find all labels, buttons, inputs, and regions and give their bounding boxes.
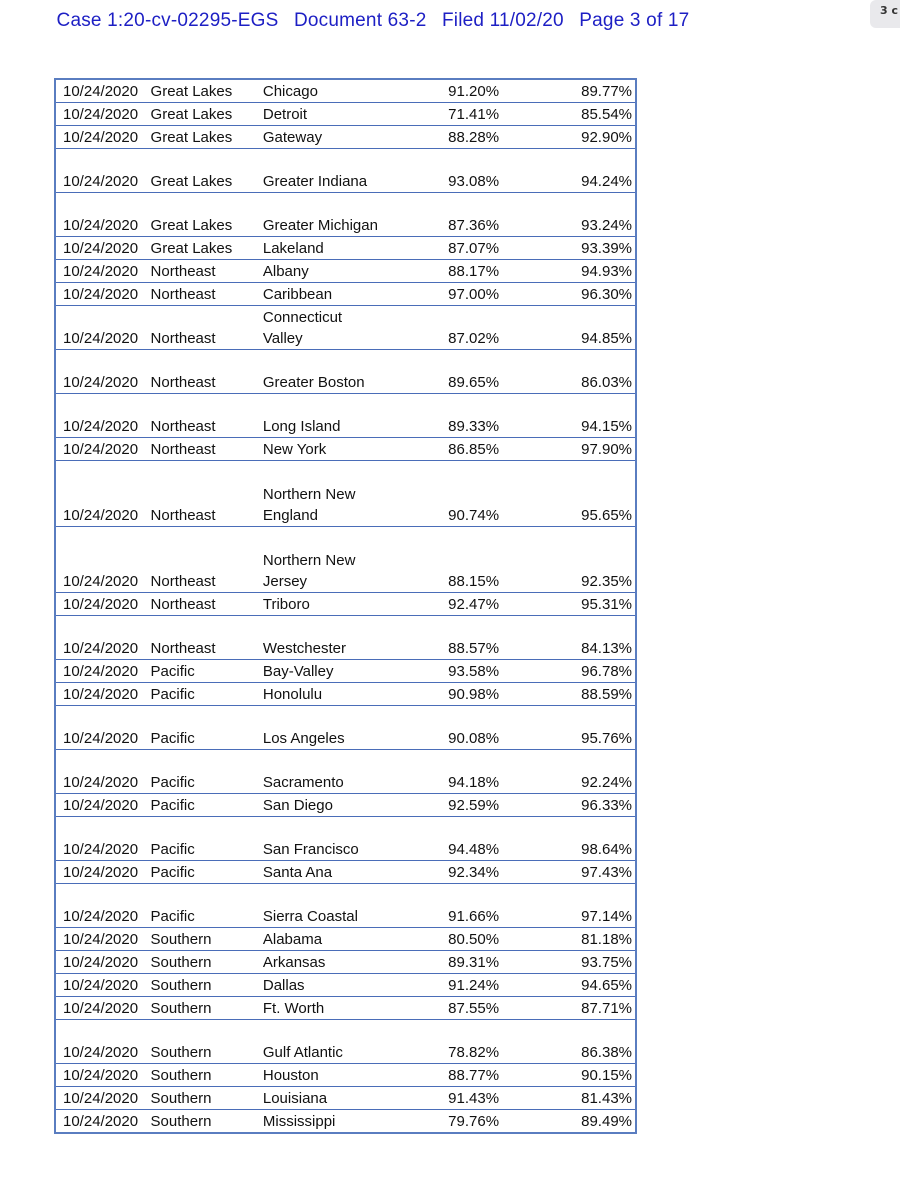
region-cell: Southern (151, 928, 260, 951)
percent-cell-2: 86.03% (499, 350, 636, 394)
region-cell: Northeast (151, 438, 260, 461)
region-cell: Southern (151, 1087, 260, 1110)
page-indicator-chip[interactable]: 3 c (870, 0, 900, 28)
percent-cell-2: 93.75% (499, 951, 636, 974)
region-cell: Northeast (151, 593, 260, 616)
date-cell: 10/24/2020 (55, 817, 151, 861)
date-cell: 10/24/2020 (55, 461, 151, 527)
date-cell: 10/24/2020 (55, 593, 151, 616)
district-cell: Detroit (260, 103, 432, 126)
region-cell: Pacific (151, 750, 260, 794)
percent-cell-2: 92.24% (499, 750, 636, 794)
date-cell: 10/24/2020 (55, 394, 151, 438)
percent-cell-1: 91.20% (432, 79, 499, 103)
date-cell: 10/24/2020 (55, 237, 151, 260)
district-cell: Greater Indiana (260, 149, 432, 193)
page-header (0, 10, 896, 32)
percent-cell-1: 89.65% (432, 350, 499, 394)
percent-cell-1: 80.50% (432, 928, 499, 951)
table-row (55, 794, 636, 817)
percent-cell-2: 90.15% (499, 1064, 636, 1087)
region-cell: Northeast (151, 306, 260, 350)
date-cell: 10/24/2020 (55, 103, 151, 126)
region-cell: Southern (151, 1110, 260, 1134)
table-row (55, 974, 636, 997)
percent-cell-2: 94.24% (499, 149, 636, 193)
percent-cell-1: 88.77% (432, 1064, 499, 1087)
date-cell: 10/24/2020 (55, 283, 151, 306)
region-cell: Pacific (151, 861, 260, 884)
date-cell: 10/24/2020 (55, 1110, 151, 1134)
percent-cell-1: 90.08% (432, 706, 499, 750)
date-cell: 10/24/2020 (55, 683, 151, 706)
table-row (55, 750, 636, 794)
percent-cell-2: 87.71% (499, 997, 636, 1020)
region-cell: Northeast (151, 616, 260, 660)
table-row (55, 126, 636, 149)
percent-cell-1: 93.08% (432, 149, 499, 193)
region-cell: Southern (151, 1020, 260, 1064)
date-cell: 10/24/2020 (55, 149, 151, 193)
percent-cell-2: 96.30% (499, 283, 636, 306)
percent-cell-1: 87.55% (432, 997, 499, 1020)
percent-cell-2: 95.31% (499, 593, 636, 616)
percent-cell-2: 97.90% (499, 438, 636, 461)
percent-cell-2: 98.64% (499, 817, 636, 861)
percent-cell-1: 91.66% (432, 884, 499, 928)
district-cell: Santa Ana (260, 861, 432, 884)
percent-cell-2: 86.38% (499, 1020, 636, 1064)
percent-cell-2: 88.59% (499, 683, 636, 706)
percent-cell-1: 92.34% (432, 861, 499, 884)
percent-cell-1: 92.47% (432, 593, 499, 616)
percent-cell-2: 93.39% (499, 237, 636, 260)
table-row (55, 306, 636, 350)
percent-cell-1: 97.00% (432, 283, 499, 306)
district-cell: Arkansas (260, 951, 432, 974)
district-cell: Westchester (260, 616, 432, 660)
percent-cell-1: 91.43% (432, 1087, 499, 1110)
percent-cell-1: 93.58% (432, 660, 499, 683)
region-cell: Great Lakes (151, 126, 260, 149)
percent-cell-2: 96.78% (499, 660, 636, 683)
table-row (55, 1064, 636, 1087)
region-cell: Great Lakes (151, 237, 260, 260)
percent-cell-2: 84.13% (499, 616, 636, 660)
district-cell: Louisiana (260, 1087, 432, 1110)
case-number: Case 1:20-cv-02295-EGS (56, 10, 279, 31)
document-number: Document 63-2 (293, 10, 427, 31)
table-row (55, 683, 636, 706)
percent-cell-1: 90.98% (432, 683, 499, 706)
percent-cell-2: 97.43% (499, 861, 636, 884)
table-row (55, 593, 636, 616)
table-row (55, 283, 636, 306)
percent-cell-1: 92.59% (432, 794, 499, 817)
table-row (55, 79, 636, 103)
percent-cell-2: 94.15% (499, 394, 636, 438)
district-cell: Northern New England (260, 461, 432, 527)
district-cell: Dallas (260, 974, 432, 997)
date-cell: 10/24/2020 (55, 750, 151, 794)
district-cell: Chicago (260, 79, 432, 103)
percent-cell-2: 85.54% (499, 103, 636, 126)
district-cell: Gateway (260, 126, 432, 149)
district-cell: San Diego (260, 794, 432, 817)
table-row (55, 394, 636, 438)
date-cell: 10/24/2020 (55, 1087, 151, 1110)
filed-date: Filed 11/02/20 (441, 10, 564, 31)
district-cell: Caribbean (260, 283, 432, 306)
percent-cell-1: 86.85% (432, 438, 499, 461)
table-row (55, 928, 636, 951)
page-number: Page 3 of 17 (579, 10, 690, 31)
date-cell: 10/24/2020 (55, 861, 151, 884)
percent-cell-1: 90.74% (432, 461, 499, 527)
percent-cell-2: 95.76% (499, 706, 636, 750)
district-cell: Connecticut Valley (260, 306, 432, 350)
region-cell: Great Lakes (151, 193, 260, 237)
percent-cell-2: 95.65% (499, 461, 636, 527)
region-cell: Southern (151, 951, 260, 974)
date-cell: 10/24/2020 (55, 1020, 151, 1064)
date-cell: 10/24/2020 (55, 1064, 151, 1087)
date-cell: 10/24/2020 (55, 616, 151, 660)
region-cell: Great Lakes (151, 149, 260, 193)
date-cell: 10/24/2020 (55, 928, 151, 951)
district-cell: New York (260, 438, 432, 461)
district-cell: Honolulu (260, 683, 432, 706)
district-cell: Mississippi (260, 1110, 432, 1134)
region-cell: Southern (151, 974, 260, 997)
date-cell: 10/24/2020 (55, 794, 151, 817)
percent-cell-2: 92.35% (499, 527, 636, 593)
region-cell: Great Lakes (151, 103, 260, 126)
district-cell: Long Island (260, 394, 432, 438)
table-row (55, 660, 636, 683)
percent-cell-1: 87.02% (432, 306, 499, 350)
percent-cell-2: 97.14% (499, 884, 636, 928)
district-cell: Los Angeles (260, 706, 432, 750)
district-cell: Northern New Jersey (260, 527, 432, 593)
region-cell: Northeast (151, 527, 260, 593)
table-row (55, 1020, 636, 1064)
percent-cell-1: 89.33% (432, 394, 499, 438)
table-row (55, 260, 636, 283)
table-row (55, 438, 636, 461)
table-row (55, 1110, 636, 1134)
region-cell: Pacific (151, 794, 260, 817)
district-cell: Sierra Coastal (260, 884, 432, 928)
percent-cell-1: 87.07% (432, 237, 499, 260)
region-cell: Southern (151, 1064, 260, 1087)
date-cell: 10/24/2020 (55, 706, 151, 750)
region-cell: Pacific (151, 817, 260, 861)
region-cell: Northeast (151, 260, 260, 283)
percent-cell-1: 88.17% (432, 260, 499, 283)
date-cell: 10/24/2020 (55, 997, 151, 1020)
percent-cell-1: 94.48% (432, 817, 499, 861)
percent-cell-2: 94.65% (499, 974, 636, 997)
table-row (55, 951, 636, 974)
table-row (55, 350, 636, 394)
percent-cell-1: 91.24% (432, 974, 499, 997)
percent-cell-1: 94.18% (432, 750, 499, 794)
district-cell: Greater Michigan (260, 193, 432, 237)
percent-cell-2: 93.24% (499, 193, 636, 237)
percent-cell-1: 87.36% (432, 193, 499, 237)
district-cell: Albany (260, 260, 432, 283)
percent-cell-1: 89.31% (432, 951, 499, 974)
district-cell: Triboro (260, 593, 432, 616)
district-cell: Bay-Valley (260, 660, 432, 683)
table-row (55, 149, 636, 193)
table-row (55, 997, 636, 1020)
date-cell: 10/24/2020 (55, 350, 151, 394)
date-cell: 10/24/2020 (55, 974, 151, 997)
table-row (55, 861, 636, 884)
table-row (55, 527, 636, 593)
district-cell: San Francisco (260, 817, 432, 861)
district-cell: Houston (260, 1064, 432, 1087)
percent-cell-1: 88.57% (432, 616, 499, 660)
percent-cell-2: 81.43% (499, 1087, 636, 1110)
table-row (55, 1087, 636, 1110)
percent-cell-1: 71.41% (432, 103, 499, 126)
region-cell: Pacific (151, 683, 260, 706)
table-row (55, 237, 636, 260)
date-cell: 10/24/2020 (55, 193, 151, 237)
district-cell: Lakeland (260, 237, 432, 260)
region-cell: Northeast (151, 394, 260, 438)
percent-cell-2: 81.18% (499, 928, 636, 951)
date-cell: 10/24/2020 (55, 306, 151, 350)
region-cell: Northeast (151, 461, 260, 527)
percent-cell-2: 94.93% (499, 260, 636, 283)
region-cell: Southern (151, 997, 260, 1020)
date-cell: 10/24/2020 (55, 126, 151, 149)
date-cell: 10/24/2020 (55, 79, 151, 103)
date-cell: 10/24/2020 (55, 951, 151, 974)
region-cell: Northeast (151, 350, 260, 394)
percent-cell-1: 88.15% (432, 527, 499, 593)
district-cell: Ft. Worth (260, 997, 432, 1020)
district-cell: Alabama (260, 928, 432, 951)
table-row (55, 616, 636, 660)
table-row (55, 103, 636, 126)
percent-cell-2: 96.33% (499, 794, 636, 817)
table-row (55, 706, 636, 750)
date-cell: 10/24/2020 (55, 660, 151, 683)
region-cell: Great Lakes (151, 79, 260, 103)
percent-cell-2: 92.90% (499, 126, 636, 149)
date-cell: 10/24/2020 (55, 260, 151, 283)
region-cell: Northeast (151, 283, 260, 306)
table-row (55, 461, 636, 527)
date-cell: 10/24/2020 (55, 438, 151, 461)
district-cell: Gulf Atlantic (260, 1020, 432, 1064)
date-cell: 10/24/2020 (55, 527, 151, 593)
percent-cell-2: 89.77% (499, 79, 636, 103)
date-cell: 10/24/2020 (55, 884, 151, 928)
percent-cell-1: 79.76% (432, 1110, 499, 1134)
data-table (54, 78, 637, 1134)
percent-cell-1: 88.28% (432, 126, 499, 149)
percent-cell-1: 78.82% (432, 1020, 499, 1064)
region-cell: Pacific (151, 706, 260, 750)
region-cell: Pacific (151, 660, 260, 683)
district-cell: Sacramento (260, 750, 432, 794)
table-row (55, 817, 636, 861)
district-cell: Greater Boston (260, 350, 432, 394)
percent-cell-2: 94.85% (499, 306, 636, 350)
table-row (55, 193, 636, 237)
percent-cell-2: 89.49% (499, 1110, 636, 1134)
region-cell: Pacific (151, 884, 260, 928)
table-row (55, 884, 636, 928)
